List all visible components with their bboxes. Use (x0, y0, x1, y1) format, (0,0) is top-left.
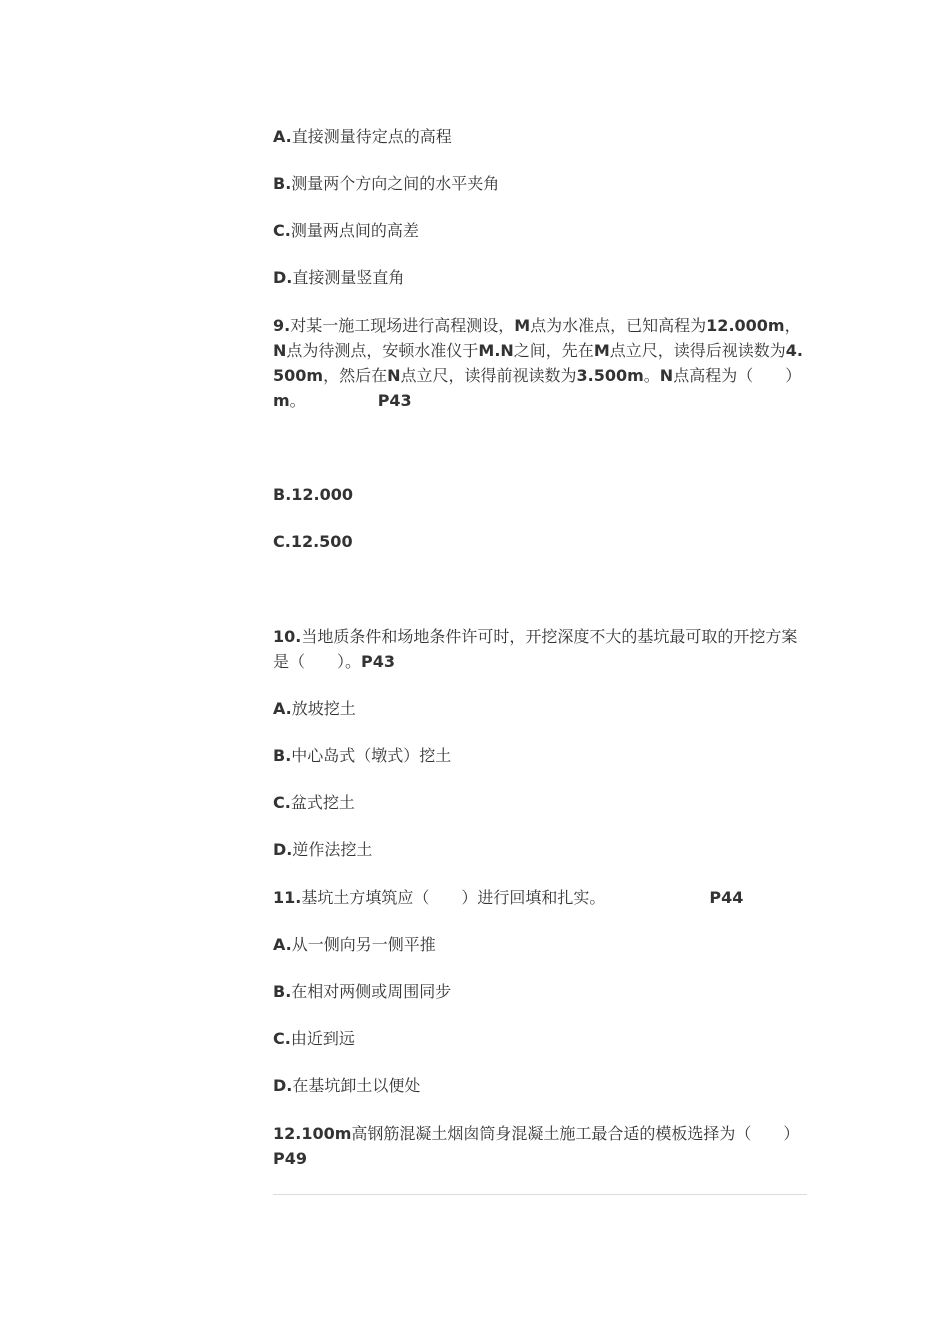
option-8a: A.直接测量待定点的高程 (273, 127, 452, 146)
question-9: 9.对某一施工现场进行高程测设，M点为水准点，已知高程为12.000m，N点为待测点，安顿水准仪于M.N之间，先在M点立尺，读得后视读数为4.500m，然后在N点立尺，读得前视读数为3.500m。N点高程为（ ）m。 P43 (273, 316, 803, 410)
option-10c: C.盆式挖土 (273, 793, 355, 812)
option-8d: D.直接测量竖直角 (273, 268, 405, 287)
option-10d: D.逆作法挖土 (273, 840, 373, 859)
option-11a: A.从一侧向另一侧平推 (273, 935, 436, 954)
option-8b: B.测量两个方向之间的水平夹角 (273, 174, 500, 193)
question-12: 12.100m高钢筋混凝土烟囱筒身混凝土施工最合适的模板选择为（ ） P49 (273, 1124, 824, 1168)
option-9c: C.12.500 (273, 532, 353, 551)
question-11: 11.基坑土方填筑应（ ）进行回填和扎实。 P44 (273, 888, 744, 907)
section-divider (273, 1194, 807, 1195)
option-11c: C.由近到远 (273, 1029, 355, 1048)
option-10b: B.中心岛式（墩式）挖土 (273, 746, 452, 765)
option-10a: A.放坡挖土 (273, 699, 356, 718)
question-10: 10.当地质条件和场地条件许可时，开挖深度不大的基坑最可取的开挖方案是（ ）。P43 (273, 627, 798, 671)
option-11b: B.在相对两侧或周围同步 (273, 982, 452, 1001)
option-11d: D.在基坑卸土以便处 (273, 1076, 421, 1095)
option-8c: C.测量两点间的高差 (273, 221, 419, 240)
option-9b: B.12.000 (273, 485, 354, 504)
